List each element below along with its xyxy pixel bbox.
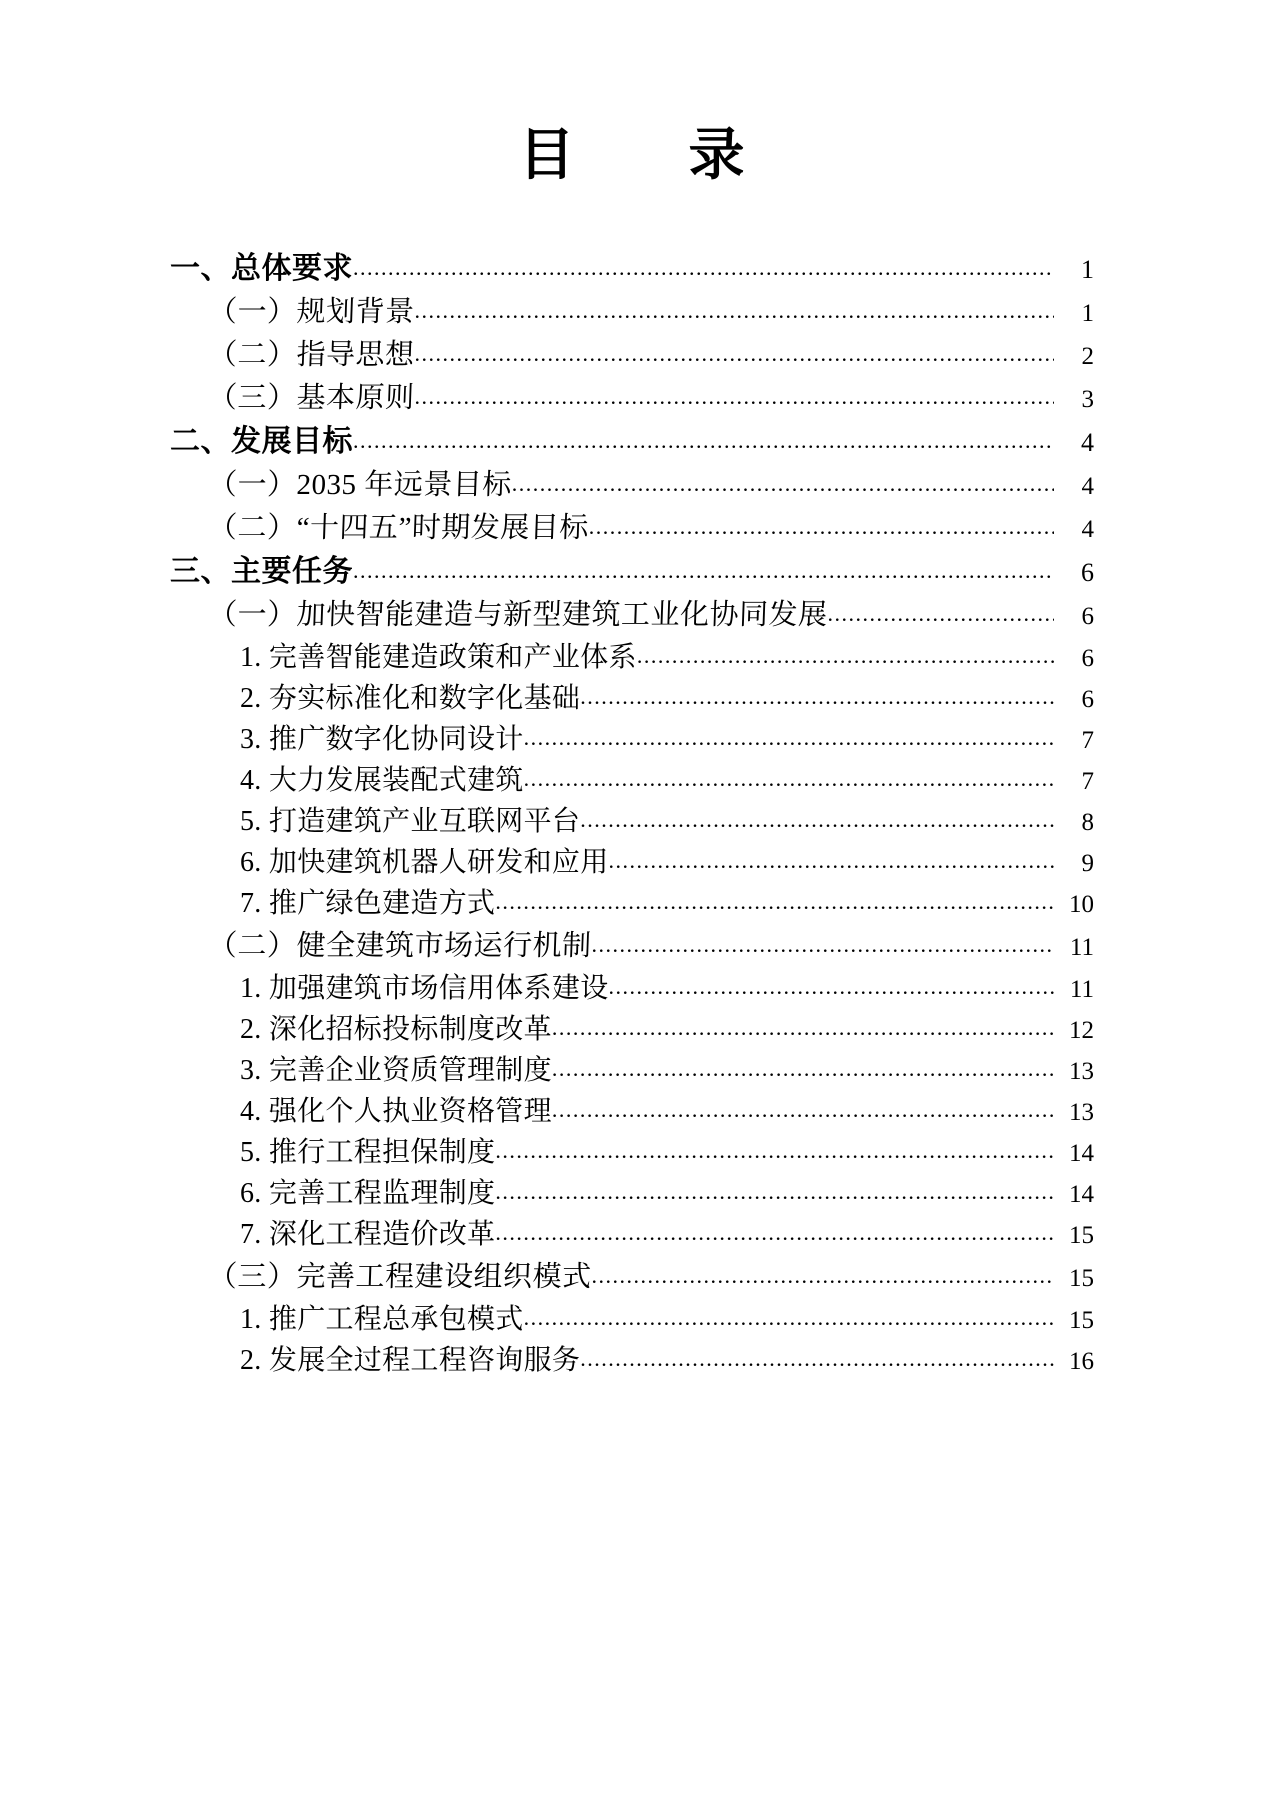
toc-entry[interactable] bbox=[0, 1098, 1280, 1126]
toc-entry-label: （三）基本原则 bbox=[207, 382, 416, 414]
toc-dot-leader bbox=[828, 603, 1054, 625]
toc-dot-leader bbox=[495, 891, 1054, 913]
toc-entry-page-number: 6 bbox=[1081, 645, 1094, 672]
toc-dot-leader bbox=[609, 850, 1054, 872]
toc-entry[interactable] bbox=[0, 384, 1280, 413]
toc-entry-label: 2. 发展全过程工程咨询服务 bbox=[240, 1345, 581, 1376]
toc-entry-page-number: 7 bbox=[1081, 768, 1094, 795]
toc-entry-label: 6. 加快建筑机器人研发和应用 bbox=[240, 847, 609, 878]
toc-entry-page-number: 7 bbox=[1081, 727, 1094, 754]
toc-entry-label: 5. 打造建筑产业互联网平台 bbox=[240, 806, 581, 837]
toc-dot-leader bbox=[415, 343, 1054, 365]
toc-entry[interactable] bbox=[0, 1016, 1280, 1044]
toc-entry-page-number: 15 bbox=[1069, 1222, 1094, 1249]
toc-entry[interactable] bbox=[0, 849, 1280, 877]
toc-dot-leader bbox=[589, 516, 1054, 538]
toc-entry[interactable] bbox=[0, 975, 1280, 1003]
toc-dot-leader bbox=[524, 768, 1054, 790]
toc-dot-leader bbox=[495, 1181, 1054, 1203]
toc-entry-label: （二）“十四五”时期发展目标 bbox=[207, 512, 590, 544]
toc-dot-leader bbox=[580, 686, 1054, 708]
toc-dot-leader bbox=[512, 473, 1054, 495]
toc-entry-label: 7. 推广绿色建造方式 bbox=[240, 888, 496, 919]
toc-entry-page-number: 6 bbox=[1081, 686, 1094, 713]
toc-entry[interactable] bbox=[0, 1221, 1280, 1249]
toc-entry[interactable] bbox=[0, 254, 1280, 284]
toc-entry-label: 1. 完善智能建造政策和产业体系 bbox=[240, 642, 637, 673]
toc-entry-page-number: 15 bbox=[1069, 1265, 1094, 1292]
toc-entry[interactable] bbox=[0, 644, 1280, 672]
toc-entry-label: 3. 完善企业资质管理制度 bbox=[240, 1055, 552, 1086]
toc-dot-leader bbox=[637, 645, 1054, 667]
toc-dot-leader bbox=[353, 257, 1054, 279]
toc-entry-page-number: 16 bbox=[1069, 1348, 1094, 1375]
toc-entry-page-number: 1 bbox=[1081, 255, 1094, 284]
toc-entry-page-number: 10 bbox=[1069, 891, 1094, 918]
toc-entry-label: （二）健全建筑市场运行机制 bbox=[207, 930, 593, 962]
toc-entry-page-number: 6 bbox=[1081, 603, 1094, 630]
toc-entry-label: 6. 完善工程监理制度 bbox=[240, 1178, 496, 1209]
toc-dot-leader bbox=[552, 1099, 1054, 1121]
toc-entry[interactable] bbox=[0, 557, 1280, 587]
toc-dot-leader bbox=[609, 976, 1054, 998]
toc-dot-leader bbox=[580, 809, 1054, 831]
toc-entry[interactable] bbox=[0, 1306, 1280, 1334]
toc-dot-leader bbox=[592, 934, 1054, 956]
toc-entry-label: 二、发展目标 bbox=[170, 425, 353, 458]
page-title: 目 录 bbox=[518, 123, 762, 186]
toc-entry-page-number: 13 bbox=[1069, 1058, 1094, 1085]
toc-dot-leader bbox=[552, 1017, 1054, 1039]
toc-entry[interactable] bbox=[0, 685, 1280, 713]
toc-dot-leader bbox=[524, 1307, 1054, 1329]
toc-dot-leader bbox=[552, 1058, 1054, 1080]
toc-entry-page-number: 12 bbox=[1069, 1017, 1094, 1044]
toc-entry-page-number: 11 bbox=[1069, 976, 1094, 1003]
toc-entry[interactable] bbox=[0, 726, 1280, 754]
toc-entry-page-number: 1 bbox=[1081, 300, 1094, 327]
toc-entry-page-number: 11 bbox=[1069, 934, 1094, 961]
toc-dot-leader bbox=[495, 1140, 1054, 1162]
toc-entry-label: 1. 加强建筑市场信用体系建设 bbox=[240, 973, 609, 1004]
toc-entry-page-number: 6 bbox=[1081, 558, 1094, 587]
toc-entry-label: 三、主要任务 bbox=[170, 555, 353, 588]
toc-entry-label: （三）完善工程建设组织模式 bbox=[207, 1261, 593, 1293]
toc-entry-label: 2. 夯实标准化和数字化基础 bbox=[240, 683, 581, 714]
toc-entry-page-number: 15 bbox=[1069, 1307, 1094, 1334]
toc-entry-page-number: 9 bbox=[1081, 850, 1094, 877]
toc-entry-label: 一、总体要求 bbox=[170, 252, 353, 285]
toc-dot-leader bbox=[353, 560, 1054, 582]
toc-entry-page-number: 14 bbox=[1069, 1140, 1094, 1167]
toc-entry-page-number: 14 bbox=[1069, 1181, 1094, 1208]
toc-entry[interactable] bbox=[0, 767, 1280, 795]
toc-entry-label: 1. 推广工程总承包模式 bbox=[240, 1304, 524, 1335]
toc-dot-leader bbox=[580, 1348, 1054, 1370]
toc-entry[interactable] bbox=[0, 514, 1280, 543]
toc-entry-label: 5. 推行工程担保制度 bbox=[240, 1137, 496, 1168]
toc-entry-page-number: 13 bbox=[1069, 1099, 1094, 1126]
toc-entry[interactable] bbox=[0, 808, 1280, 836]
toc-entry[interactable] bbox=[0, 1180, 1280, 1208]
toc-entry-label: （一）加快智能建造与新型建筑工业化协同发展 bbox=[207, 599, 829, 631]
toc-entry-page-number: 8 bbox=[1081, 809, 1094, 836]
toc-dot-leader bbox=[415, 300, 1054, 322]
toc-entry-label: 4. 大力发展装配式建筑 bbox=[240, 765, 524, 796]
toc-entry[interactable] bbox=[0, 1139, 1280, 1167]
toc-entry-label: （二）指导思想 bbox=[207, 339, 416, 371]
toc-entry[interactable] bbox=[0, 932, 1280, 961]
toc-dot-leader bbox=[592, 1265, 1054, 1287]
toc-entry-label: 3. 推广数字化协同设计 bbox=[240, 724, 524, 755]
toc-entry[interactable] bbox=[0, 341, 1280, 370]
toc-entry[interactable] bbox=[0, 601, 1280, 630]
toc-entry-label: （一）规划背景 bbox=[207, 296, 416, 328]
toc-entry-page-number: 2 bbox=[1081, 343, 1094, 370]
toc-dot-leader bbox=[495, 1222, 1054, 1244]
toc-entry[interactable] bbox=[0, 1057, 1280, 1085]
toc-entry-page-number: 3 bbox=[1081, 386, 1094, 413]
toc-entry-label: 7. 深化工程造价改革 bbox=[240, 1219, 496, 1250]
toc-entry-page-number: 4 bbox=[1081, 516, 1094, 543]
toc-entry-page-number: 4 bbox=[1081, 473, 1094, 500]
toc-entry-label: 2. 深化招标投标制度改革 bbox=[240, 1014, 552, 1045]
toc-entry[interactable] bbox=[0, 1347, 1280, 1375]
toc-entry-label: 4. 强化个人执业资格管理 bbox=[240, 1096, 552, 1127]
toc-entry[interactable] bbox=[0, 298, 1280, 327]
toc-entry-label: （一）2035 年远景目标 bbox=[207, 469, 513, 501]
toc-dot-leader bbox=[353, 430, 1054, 452]
toc-dot-leader bbox=[524, 727, 1054, 749]
toc-dot-leader bbox=[415, 386, 1054, 408]
toc-entry-page-number: 4 bbox=[1081, 428, 1094, 457]
toc-entry[interactable] bbox=[0, 890, 1280, 918]
toc-entry[interactable] bbox=[0, 427, 1280, 457]
toc-entry[interactable] bbox=[0, 471, 1280, 500]
table-of-contents bbox=[0, 190, 1280, 1375]
toc-entry[interactable] bbox=[0, 1263, 1280, 1292]
